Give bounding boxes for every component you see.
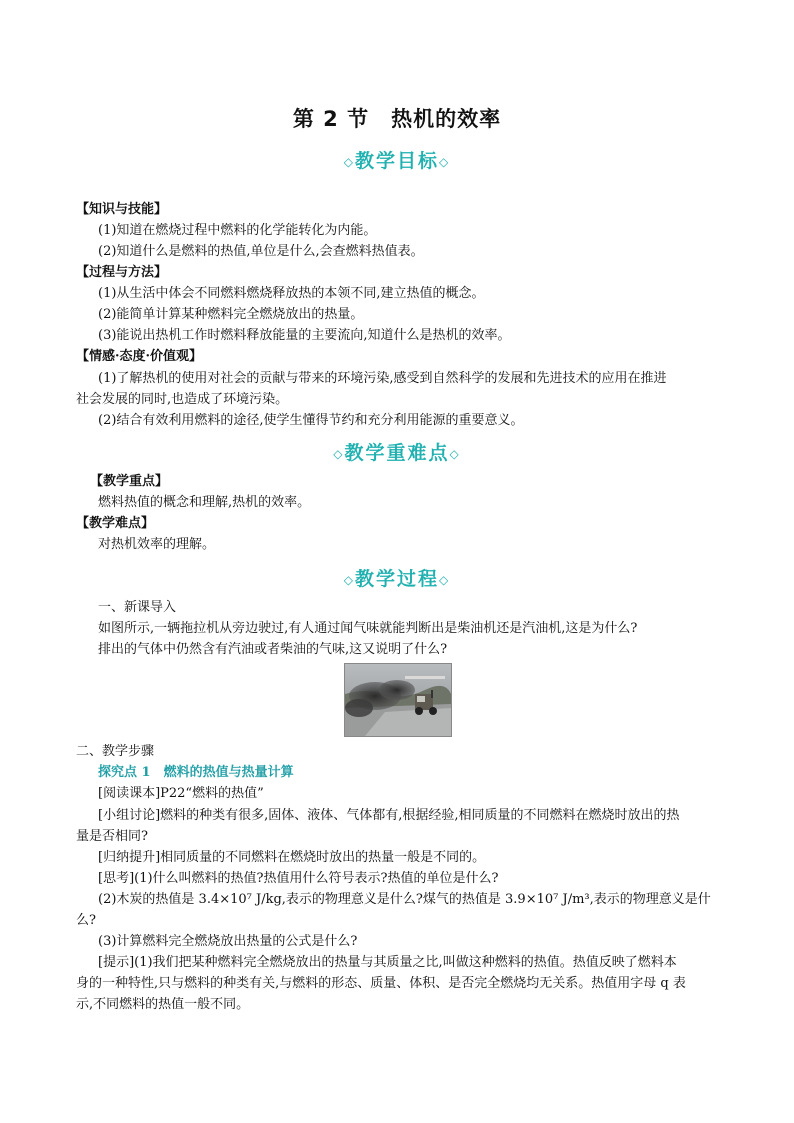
- objective-text: 社会发展的同时,也造成了环境污染。: [76, 392, 289, 407]
- difficulty-heading: 【教学难点】: [76, 516, 155, 531]
- objective-text: (1)知道在燃烧过程中燃料的化学能转化为内能。: [98, 223, 377, 238]
- difficulty-text: 对热机效率的理解。: [98, 537, 216, 552]
- think-text: [思考](1)什么叫燃料的热值?热值用什么符号表示?热值的单位是什么?: [98, 871, 499, 886]
- intro-text: 如图所示,一辆拖拉机从旁边驶过,有人通过闻气味就能判断出是柴油机还是汽油机,这是为什么?: [98, 621, 638, 636]
- intro-text: 排出的气体中仍然含有汽油或者柴油的气味,这又说明了什么?: [98, 642, 448, 657]
- focus-heading: 【教学重点】: [90, 474, 169, 489]
- focus-text: 燃料热值的概念和理解,热机的效率。: [98, 495, 311, 510]
- diamond-icon: ◇: [439, 155, 451, 169]
- knowledge-heading: 【知识与技能】: [76, 202, 168, 217]
- diamond-icon: ◇: [439, 573, 451, 587]
- hint-text: [提示](1)我们把某种燃料完全燃烧放出的热量与其质量之比,叫做这种燃料的热值。热值反映了燃料本: [98, 955, 677, 970]
- diamond-icon: ◇: [343, 573, 355, 587]
- diamond-icon: ◇: [343, 155, 355, 169]
- discuss-text: 量是否相同?: [76, 829, 148, 844]
- think-text: 么?: [76, 913, 96, 928]
- diamond-icon: ◇: [333, 447, 345, 461]
- objective-text: (2)结合有效利用燃料的途径,使学生懂得节约和充分利用能源的重要意义。: [98, 413, 524, 428]
- process-method-heading: 【过程与方法】: [76, 265, 168, 280]
- summary-text: [归纳提升]相同质量的不同燃料在燃烧时放出的热量一般是不同的。: [98, 850, 486, 865]
- objective-text: (2)能简单计算某种燃料完全燃烧放出的热量。: [98, 307, 364, 322]
- objective-text: (1)了解热机的使用对社会的贡献与带来的环境污染,感受到自然科学的发展和先进技术的应用在推进: [98, 371, 667, 386]
- think-text: (3)计算燃料完全燃烧放出热量的公式是什么?: [98, 934, 358, 949]
- intro-heading: 一、新课导入: [98, 600, 177, 615]
- section-heading-objectives: ◇教学目标◇: [343, 150, 451, 172]
- diamond-icon: ◇: [449, 447, 461, 461]
- tractor-photo: [344, 663, 452, 737]
- think-text: (2)木炭的热值是 3.4×10⁷ J/kg,表示的物理意义是什么?煤气的热值是 3.9×10⁷ J/m³,表示的物理意义是什: [98, 892, 711, 907]
- objective-text: (2)知道什么是燃料的热值,单位是什么,会查燃料热值表。: [98, 244, 424, 259]
- section-heading-process: ◇教学过程◇: [343, 568, 451, 590]
- explore-point-heading: 探究点 1 燃料的热值与热量计算: [98, 765, 294, 780]
- page-title: 第 2 节 热机的效率: [292, 107, 502, 131]
- objective-text: (1)从生活中体会不同燃料燃烧释放热的本领不同,建立热值的概念。: [98, 286, 485, 301]
- attitude-heading: 【情感·态度·价值观】: [76, 349, 203, 364]
- hint-text: 身的一种特性,只与燃料的种类有关,与燃料的形态、质量、体积、是否完全燃烧均无关系。热值用字母 q 表: [76, 976, 686, 991]
- section-heading-keypoints: ◇教学重难点◇: [333, 442, 461, 464]
- objective-text: (3)能说出热机工作时燃料释放能量的主要流向,知道什么是热机的效率。: [98, 328, 511, 343]
- hint-text: 示,不同燃料的热值一般不同。: [76, 997, 250, 1012]
- discuss-text: [小组讨论]燃料的种类有很多,固体、液体、气体都有,根据经验,相同质量的不同燃料在燃烧时放出的热: [98, 808, 680, 823]
- steps-heading: 二、教学步骤: [76, 744, 155, 759]
- read-text: [阅读课本]P22“燃料的热值”: [98, 786, 264, 801]
